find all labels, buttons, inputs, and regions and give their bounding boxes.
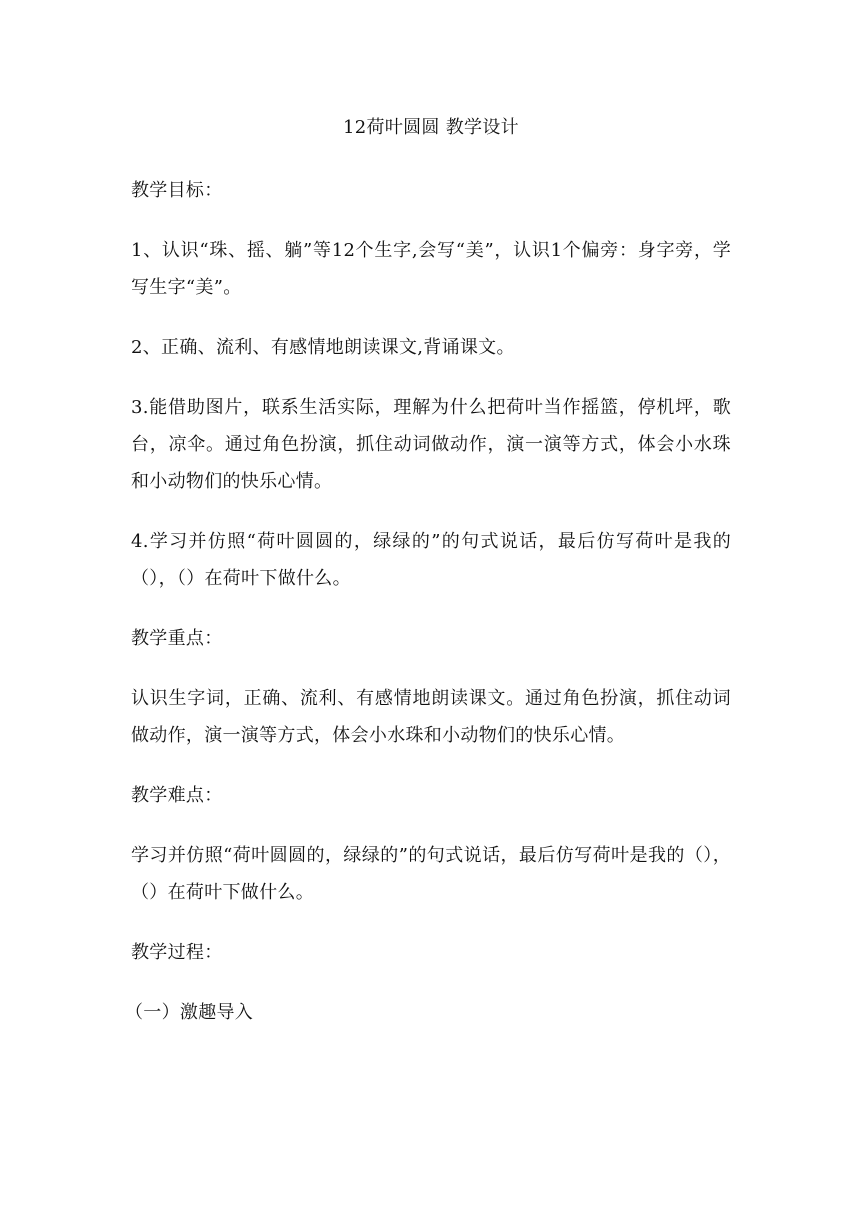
objective-item: 2、正确、流利、有感情地朗读课文,背诵课文。 — [131, 337, 515, 358]
document-page — [125, 112, 731, 1054]
objectives-heading: 教学目标： — [131, 180, 223, 201]
difficulties-text: 学习并仿照“荷叶圆圆的，绿绿的”的句式说话，最后仿写荷叶是我的（），（）在荷叶下做什么。 — [131, 845, 731, 903]
objective-item: 1、认识“珠、摇、躺”等12个生字,会写“美”，认识1个偏旁：身字旁，学写生字“美”。 — [131, 240, 731, 298]
objective-item: 3.能借助图片，联系生活实际，理解为什么把荷叶当作摇篮，停机坪，歌台，凉伞。通过角色扮演，抓住动词做动作，演一演等方式，体会小水珠和小动物们的快乐心情。 — [131, 397, 731, 492]
section-heading: （一）激趣导入 — [125, 1002, 254, 1023]
difficulties-heading: 教学难点： — [131, 785, 223, 806]
objective-item: 4.学习并仿照“荷叶圆圆的，绿绿的”的句式说话，最后仿写荷叶是我的（），（）在荷叶下做什么。 — [131, 531, 731, 589]
document-title: 12荷叶圆圆 教学设计 — [343, 117, 519, 138]
key-points-heading: 教学重点： — [131, 628, 223, 649]
process-heading: 教学过程： — [131, 942, 223, 963]
key-points-text: 认识生字词，正确、流利、有感情地朗读课文。通过角色扮演，抓住动词做动作，演一演等方式，体会小水珠和小动物们的快乐心情。 — [131, 688, 731, 746]
